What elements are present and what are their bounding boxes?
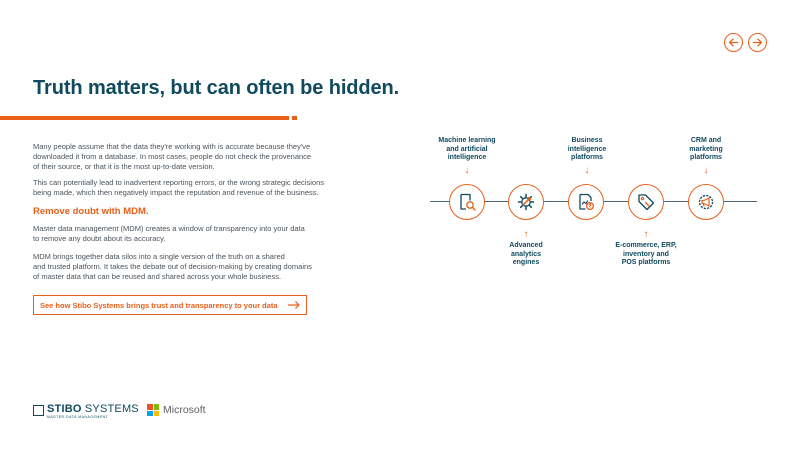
node-advanced-analytics [508, 184, 544, 220]
page-title: Truth matters, but can often be hidden. [33, 77, 400, 99]
arrow-left-icon [728, 37, 739, 48]
mdm-paragraph: Master data management (MDM) creates a window of transparency into your data to remove any doubt about its accuracy. [33, 224, 305, 243]
arrow-down-icon: ↓ [464, 165, 470, 176]
arrow-right-icon [288, 301, 300, 309]
node-label-business-intelligence: Business intelligence platforms [567, 137, 607, 161]
stibo-logo-mark [33, 405, 44, 416]
megaphone-gear-icon [696, 192, 716, 212]
arrow-up-icon: ↑ [643, 229, 649, 240]
risk-paragraph: This can potentially lead to inadvertent reporting errors, or the wrong strategic decisions being made, which then negatively impact the reputation and revenue of the business. [33, 178, 324, 197]
arrow-up-icon: ↑ [523, 229, 529, 240]
title-underline [0, 116, 289, 120]
arrow-right-icon [752, 37, 763, 48]
node-label-ecommerce: E-commerce, ERP, inventory and POS platforms [615, 242, 677, 266]
stibo-systems-logo: STIBO SYSTEMS MASTER DATA MANAGEMENT [33, 404, 139, 420]
microsoft-logo-mark [147, 404, 159, 416]
node-label-advanced-analytics: Advanced analytics engines [509, 242, 543, 266]
node-label-machine-learning: Machine learning and artificial intelligence [438, 137, 496, 161]
node-label-crm: CRM and marketing platforms [689, 137, 723, 161]
next-button[interactable] [748, 33, 767, 52]
tag-icon [636, 192, 656, 212]
arrow-down-icon: ↓ [703, 165, 709, 176]
node-crm [688, 184, 724, 220]
title-underline-dot [292, 116, 297, 120]
intro-paragraph: Many people assume that the data they're working with is accurate because they've downloaded it from a database. In most cases, people do not check the provenance of their source, or that it is the most up-to-date version. [33, 142, 312, 171]
microsoft-logo: Microsoft [147, 404, 206, 416]
node-ecommerce [628, 184, 664, 220]
section-subheading: Remove doubt with MDM. [33, 206, 149, 217]
report-chart-icon [576, 192, 596, 212]
mdm-detail-paragraph: MDM brings together data silos into a single version of the truth on a shared and trusted platform. It takes the debate out of decision-making by creating domains of master data that can be reused and shared across your whole business. [33, 252, 312, 281]
gear-wrench-icon [516, 192, 536, 212]
document-search-icon [457, 192, 477, 212]
arrow-down-icon: ↓ [584, 165, 590, 176]
previous-button[interactable] [724, 33, 743, 52]
node-business-intelligence [568, 184, 604, 220]
node-machine-learning [449, 184, 485, 220]
cta-label: See how Stibo Systems brings trust and transparency to your data [40, 300, 278, 310]
cta-button[interactable] [33, 295, 307, 315]
